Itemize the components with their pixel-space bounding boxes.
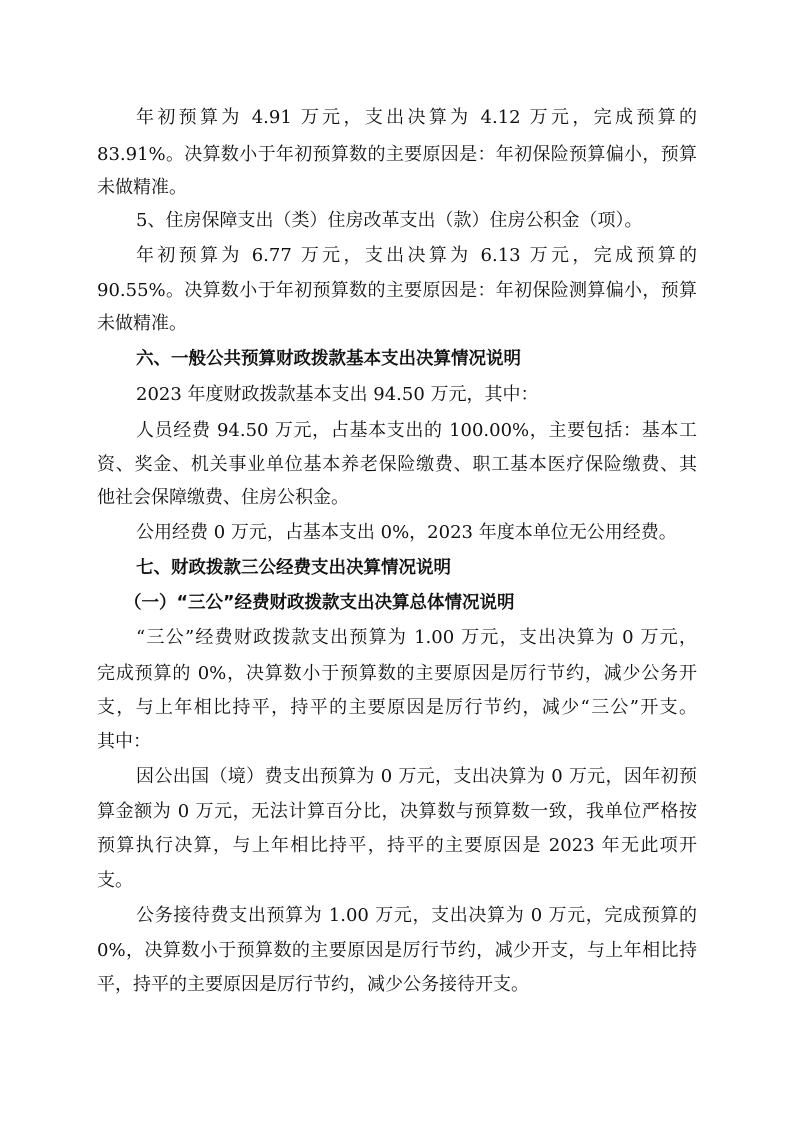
- body-text-line: 算金额为 0 万元，无法计算百分比，决算数与预算数一致，我单位严格按: [97, 801, 697, 822]
- body-text-line: 年初预算为 6.77 万元，支出决算为 6.13 万元，完成预算的: [136, 245, 697, 266]
- subsection-heading: （一）“三公”经费财政拨款支出决算总体情况说明: [124, 593, 515, 613]
- body-text-line: 其中：: [97, 731, 151, 752]
- section-heading: 六、一般公共预算财政拨款基本支出决算情况说明: [136, 349, 521, 369]
- body-text-line: 公用经费 0 万元，占基本支出 0%，2023 年度本单位无公用经费。: [136, 522, 677, 543]
- section-heading: 七、财政拨款三公经费支出决算情况说明: [136, 558, 451, 578]
- body-text-line: 支，与上年相比持平，持平的主要原因是厉行节约，减少“三公”开支。: [97, 697, 697, 718]
- body-text-line: 预算执行决算，与上年相比持平，持平的主要原因是 2023 年无此项开: [97, 835, 697, 856]
- body-text-line: 2023 年度财政拨款基本支出 94.50 万元，其中：: [136, 384, 539, 405]
- body-text-line: 83.91%。决算数小于年初预算数的主要原因是：年初保险预算偏小，预算: [97, 144, 697, 165]
- body-text-line: 0%，决算数小于预算数的主要原因是厉行节约，减少开支，与上年相比持: [97, 940, 697, 961]
- body-text-line: 他社会保障缴费、住房公积金。: [97, 487, 349, 508]
- body-text-line: 未做精准。: [97, 177, 187, 198]
- body-text-line: 人员经费 94.50 万元，占基本支出的 100.00%，主要包括：基本工: [136, 420, 697, 441]
- body-text-line: 90.55%。决算数小于年初预算数的主要原因是：年初保险测算偏小，预算: [97, 280, 697, 301]
- body-text-line: 完成预算的 0%，决算数小于预算数的主要原因是厉行节约，减少公务开: [97, 663, 697, 684]
- body-text-line: 支。: [97, 870, 133, 891]
- body-text-line: 平，持平的主要原因是厉行节约，减少公务接待开支。: [97, 974, 529, 995]
- body-text-line: “三公”经费财政拨款支出预算为 1.00 万元，支出决算为 0 万元，: [136, 627, 697, 648]
- body-text-line: 因公出国（境）费支出预算为 0 万元，支出决算为 0 万元，因年初预: [136, 766, 697, 787]
- body-text-line: 未做精准。: [97, 313, 187, 334]
- body-text-line: 资、奖金、机关事业单位基本养老保险缴费、职工基本医疗保险缴费、其: [97, 454, 697, 475]
- body-text-line: 公务接待费支出预算为 1.00 万元，支出决算为 0 万元，完成预算的: [136, 905, 697, 926]
- item-heading: 5、住房保障支出（类）住房改革支出（款）住房公积金（项）。: [136, 210, 643, 231]
- body-text-line: 年初预算为 4.91 万元，支出决算为 4.12 万元，完成预算的: [136, 107, 697, 128]
